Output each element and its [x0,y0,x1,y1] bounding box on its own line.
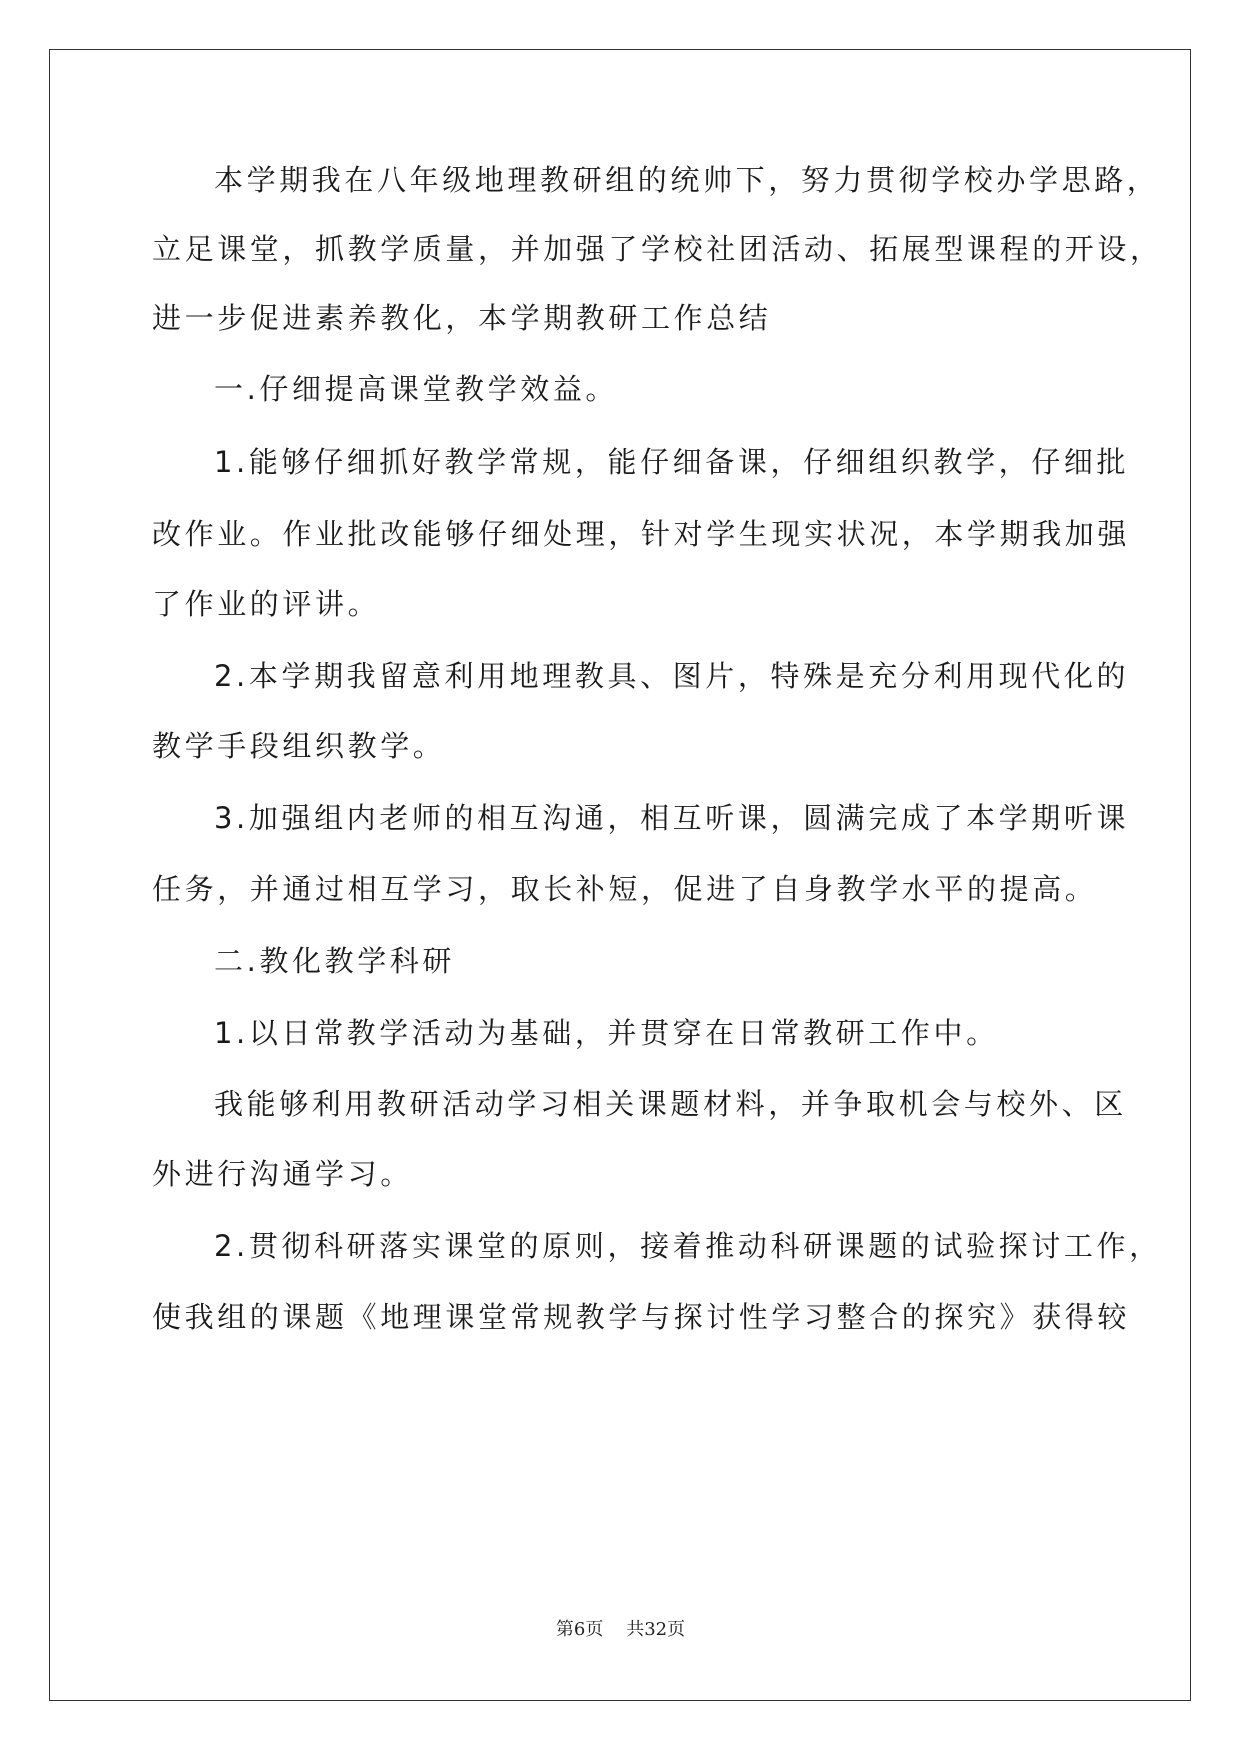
text-line: 使我组的课题《地理课堂常规教学与探讨性学习整合的探究》获得较 [152,1300,1131,1334]
text-line: 进一步促进素养教化，本学期教研工作总结 [152,301,772,335]
text-line: 任务，并通过相互学习，取长补短，促进了自身教学水平的提高。 [152,872,1098,906]
text-line: 1.能够仔细抓好教学常规，能仔细备课，仔细组织教学，仔细批 [214,445,1130,479]
page-number: 第6页 共32页 [555,1619,686,1640]
text-line: 教学手段组织教学。 [152,729,446,763]
text-line: 3.加强组内老师的相互沟通，相互听课，圆满完成了本学期听课 [214,801,1130,835]
text-line: 1.以日常教学活动为基础，并贯穿在日常教研工作中。 [214,1016,999,1050]
text-line: 我能够利用教研活动学习相关课题材料，并争取机会与校外、区 [214,1087,1127,1121]
text-line: 2.贯彻科研落实课堂的原则，接着推动科研课题的试验探讨工作， [214,1229,1162,1263]
text-line: 了作业的评讲。 [152,587,381,621]
text-line: 改作业。作业批改能够仔细处理，针对学生现实状况，本学期我加强 [152,517,1131,551]
section-heading: 一.仔细提高课堂教学效益。 [214,372,619,406]
text-line: 本学期我在八年级地理教研组的统帅下，努力贯彻学校办学思路， [214,163,1160,197]
text-line: 2.本学期我留意利用地理教具、图片，特殊是充分利用现代化的 [214,659,1130,693]
text-line: 立足课堂，抓教学质量，并加强了学校社团活动、拓展型课程的开设， [152,232,1163,266]
text-line: 外进行沟通学习。 [152,1157,413,1191]
section-heading: 二.教化教学科研 [214,944,456,978]
